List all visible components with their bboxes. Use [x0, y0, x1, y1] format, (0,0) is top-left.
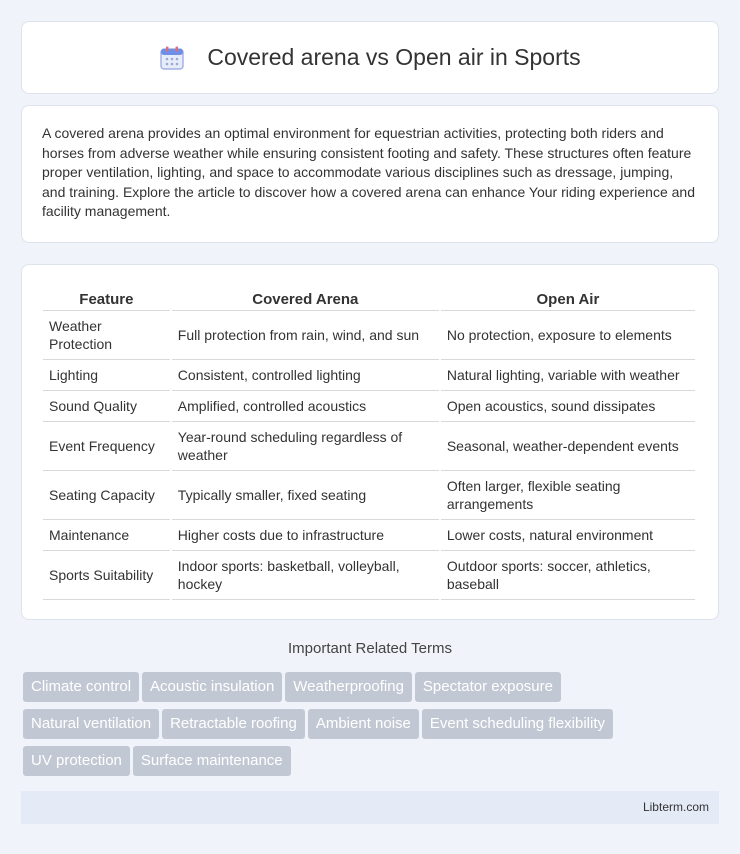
intro-card	[21, 105, 719, 243]
footer	[21, 791, 719, 824]
tag-climate-control[interactable]: Climate control	[23, 672, 139, 702]
tag-acoustic-insulation[interactable]: Acoustic insulation	[142, 672, 282, 702]
table-cell: Weather Protection	[43, 311, 170, 360]
table-cell: Seasonal, weather-dependent events	[441, 422, 695, 471]
table-cell: Typically smaller, fixed seating	[172, 471, 439, 520]
table-cell: Natural lighting, variable with weather	[441, 360, 695, 391]
table-cell: Often larger, flexible seating arrangements	[441, 471, 695, 520]
table-cell: Indoor sports: basketball, volleyball, hockey	[172, 551, 439, 600]
intro-text: A covered arena provides an optimal environment for equestrian activities, protecting both riders and horses from adverse weather while ensuring consistent footing and safety. These structures often feature proper ventilation, lighting, and space to accommodate various disciplines such as dressage, jumping, and training. Explore the article to discover how a covered arena can enhance Your riding experience and facility management.	[42, 125, 695, 219]
table-cell: Outdoor sports: soccer, athletics, baseball	[441, 551, 695, 600]
table-cell: Sports Suitability	[43, 551, 170, 600]
table-row	[43, 520, 695, 551]
table-cell: Open acoustics, sound dissipates	[441, 391, 695, 422]
header-feature: Feature	[43, 285, 170, 311]
related-terms-tags	[23, 672, 723, 783]
footer-site-link[interactable]: Libterm.com	[642, 800, 709, 814]
table-cell: Lower costs, natural environment	[441, 520, 695, 551]
table-cell: Event Frequency	[43, 422, 170, 471]
tag-event-scheduling-flexibility[interactable]: Event scheduling flexibility	[422, 709, 613, 739]
tag-uv-protection[interactable]: UV protection	[23, 746, 130, 776]
table-cell: Lighting	[43, 360, 170, 391]
table-row	[43, 471, 695, 520]
comparison-table-card	[21, 264, 719, 620]
header-open-air: Open Air	[441, 285, 695, 311]
header-card	[21, 21, 719, 94]
tag-spectator-exposure[interactable]: Spectator exposure	[415, 672, 561, 702]
table-cell: Higher costs due to infrastructure	[172, 520, 439, 551]
table-cell: No protection, exposure to elements	[441, 311, 695, 360]
table-cell: Full protection from rain, wind, and sun	[172, 311, 439, 360]
table-cell: Seating Capacity	[43, 471, 170, 520]
tag-weatherproofing[interactable]: Weatherproofing	[285, 672, 412, 702]
page-title: Covered arena vs Open air in Sports	[207, 44, 581, 70]
table-row	[43, 360, 695, 391]
table-row	[43, 311, 695, 360]
header-covered-arena: Covered Arena	[172, 285, 439, 311]
table-cell: Maintenance	[43, 520, 170, 551]
calendar-icon	[159, 45, 185, 71]
table-cell: Amplified, controlled acoustics	[172, 391, 439, 422]
table-row	[43, 391, 695, 422]
table-cell: Consistent, controlled lighting	[172, 360, 439, 391]
related-terms-title: Important Related Terms	[288, 640, 452, 657]
table-row	[43, 422, 695, 471]
tag-retractable-roofing[interactable]: Retractable roofing	[162, 709, 305, 739]
table-cell: Sound Quality	[43, 391, 170, 422]
comparison-table	[41, 285, 697, 600]
tag-natural-ventilation[interactable]: Natural ventilation	[23, 709, 159, 739]
table-cell: Year-round scheduling regardless of weather	[172, 422, 439, 471]
tag-surface-maintenance[interactable]: Surface maintenance	[133, 746, 291, 776]
table-row	[43, 551, 695, 600]
tag-ambient-noise[interactable]: Ambient noise	[308, 709, 419, 739]
table-header-row	[43, 285, 695, 311]
